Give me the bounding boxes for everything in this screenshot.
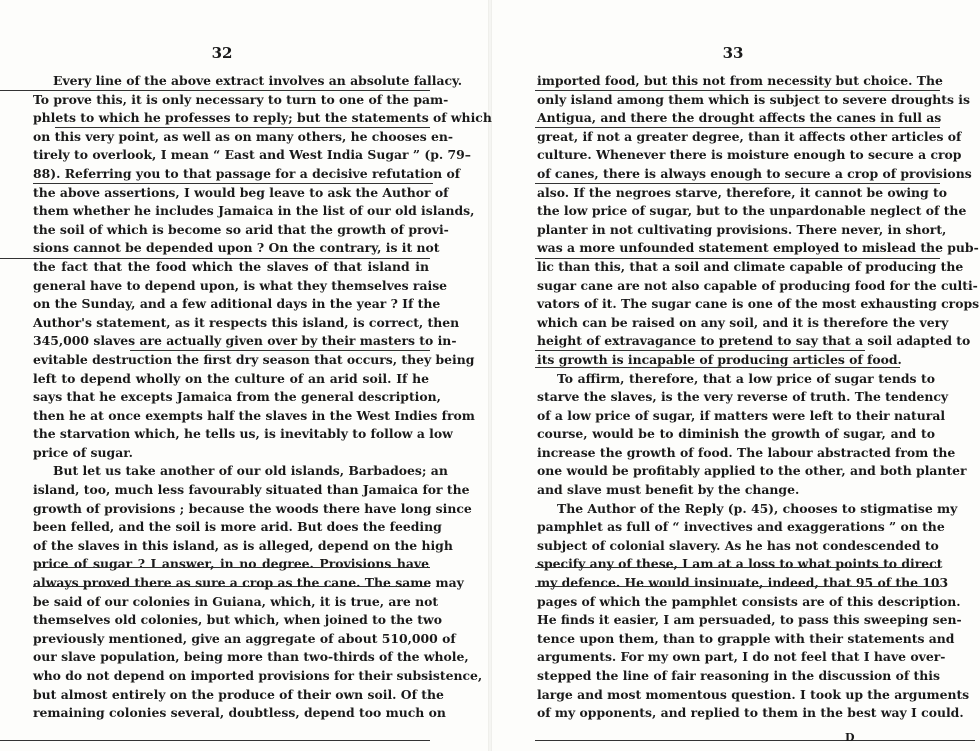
text-line: only island among them which is subject to severe droughts is	[537, 91, 970, 107]
text-line: pamphlet as full of “ invectives and exaggerations ” on the	[537, 519, 945, 535]
underline-rule	[230, 90, 430, 91]
text-line: To prove this, it is only necessary to turn to one of the pam-	[33, 91, 449, 107]
text-line: But let us take another of our old islands, Barbadoes; an	[53, 463, 448, 479]
text-line: on the Sunday, and a few aditional days in the year ? If the	[33, 296, 441, 312]
underline-rule	[535, 740, 975, 741]
text-line: be said of our colonies in Guiana, which, it is true, are not	[33, 593, 439, 609]
text-line: been felled, and the soil is more arid. But does the feeding	[33, 519, 442, 535]
underline-rule	[535, 127, 940, 128]
text-line: on this very point, as well as on many others, he chooses en-	[33, 128, 454, 144]
text-line: specify any of these, I am at a loss to what points to direct	[537, 556, 943, 572]
text-line: imported food, but this not from necessity but choice. The	[537, 73, 943, 88]
underline-rule	[535, 90, 940, 91]
text-line: then he at once exempts half the slaves in the West Indies from	[33, 407, 475, 423]
text-line: of my opponents, and replied to them in the best way I could.	[537, 705, 964, 721]
text-line: vators of it. The sugar cane is one of the most exhausting crops	[537, 296, 980, 312]
text-line: the above assertions, I would beg leave to ask the Author of	[33, 184, 449, 200]
left-page-text	[33, 72, 492, 723]
text-line: the fact that the food which the slaves of that island in	[33, 258, 429, 274]
text-line: increase the growth of food. The labour abstracted from the	[537, 444, 956, 460]
underline-rule	[0, 258, 230, 259]
text-line: arguments. For my own part, I do not feel that I have over-	[537, 649, 946, 665]
text-line: Author's statement, as it respects this island, is correct, then	[33, 314, 460, 330]
underline-rule	[33, 183, 433, 184]
text-line: the low price of sugar, but to the unpardonable neglect of the	[537, 203, 967, 219]
text-line: planter in not cultivating provisions. There never, in short,	[537, 221, 947, 237]
right-page-text	[537, 72, 980, 723]
text-line: general have to depend upon, is what they themselves raise	[33, 277, 448, 293]
text-line: previously mentioned, give an aggregate of about 510,000 of	[33, 630, 456, 646]
text-line: says that he excepts Jamaica from the general description,	[33, 389, 441, 405]
text-line: them whether he includes Jamaica in the list of our old islands,	[33, 203, 475, 219]
text-line: its growth is incapable of producing articles of food.	[537, 351, 902, 367]
text-line: lic than this, that a soil and climate capable of producing the	[537, 258, 964, 274]
text-line: To affirm, therefore, that a low price of sugar tends to	[557, 370, 935, 386]
text-line: Antigua, and there the drought affects the canes in full as	[537, 110, 942, 126]
text-line: stepped the line of fair reasoning in the discussion of this	[537, 668, 940, 683]
text-line: also. If the negroes starve, therefore, it cannot be owing to	[537, 184, 948, 200]
underline-rule	[535, 367, 900, 368]
text-line: He finds it easier, I am persuaded, to pass this sweeping sen-	[537, 612, 962, 628]
text-line: starve the slaves, is the very reverse of truth. The tendency	[537, 389, 949, 405]
text-line: of the slaves in this island, as is alleged, depend on the high	[33, 537, 453, 553]
text-line: sugar cane are not also capable of producing food for the culti-	[537, 277, 978, 293]
text-line: growth of provisions ; because the woods there have long since	[33, 500, 472, 516]
text-line: but almost entirely on the produce of their own soil. Of the	[33, 686, 444, 702]
text-line: phlets to which he professes to reply; but the statements of which	[33, 110, 492, 126]
text-line: tence upon them, than to grapple with their statements and	[537, 630, 955, 646]
right-page	[490, 0, 980, 751]
text-line: price of sugar ? I answer, in no degree. Provisions have	[33, 556, 429, 572]
text-line: our slave population, being more than two-thirds of the whole,	[33, 649, 469, 665]
text-line: my defence. He would insinuate, indeed, that 95 of the 103	[537, 575, 949, 591]
right-page-number: 33	[722, 44, 744, 62]
text-line: the starvation which, he tells us, is inevitably to follow a low	[33, 426, 453, 442]
text-line: tirely to overlook, I mean “ East and West India Sugar ” (p. 79–	[33, 147, 471, 163]
underline-rule	[535, 567, 940, 568]
text-line: sions cannot be depended upon ? On the contrary, is it not	[33, 240, 440, 256]
underline-rule	[535, 586, 940, 587]
text-line: price of sugar.	[33, 444, 133, 460]
text-line: pages of which the pamphlet consists are of this description.	[537, 593, 961, 609]
text-line: which can be raised on any soil, and it is therefore the very	[537, 314, 949, 330]
text-line: and slave must benefit by the change.	[537, 482, 800, 498]
text-line: of canes, there is always enough to secure a crop of provisions	[537, 165, 972, 181]
underline-rule	[0, 740, 430, 741]
text-line: of a low price of sugar, if matters were left to their natural	[537, 407, 946, 423]
underline-rule	[535, 350, 865, 351]
text-line: 88). Referring you to that passage for a decisive refutation of	[33, 165, 461, 181]
underline-rule	[230, 258, 430, 259]
underline-rule	[535, 183, 940, 184]
text-line: always proved there as sure a crop as the cane. The same may	[33, 575, 464, 591]
underline-rule	[130, 350, 430, 351]
text-line: one would be profitably applied to the other, and both planter	[537, 463, 967, 479]
underline-rule	[535, 258, 940, 259]
text-line: culture. Whenever there is moisture enough to secure a crop	[537, 147, 962, 163]
underline-rule	[33, 586, 430, 587]
left-page-number: 32	[211, 44, 233, 62]
text-line: themselves old colonies, but which, when joined to the two	[33, 612, 442, 628]
underline-rule	[0, 90, 230, 91]
text-line: left to depend wholly on the culture of an arid soil. If he	[33, 370, 429, 386]
text-line: large and most momentous question. I took up the arguments	[537, 686, 970, 702]
text-line: height of extravagance to pretend to say that a soil adapted to	[537, 333, 971, 349]
text-line: course, would be to diminish the growth of sugar, and to	[537, 426, 935, 442]
text-line: was a more unfounded statement employed to mislead the pub-	[537, 240, 979, 256]
underline-rule	[55, 127, 430, 128]
underline-rule	[40, 567, 430, 568]
text-line: Every line of the above extract involves an absolute fallacy.	[53, 73, 463, 88]
text-line: evitable destruction the first dry season that occurs, they being	[33, 351, 475, 367]
text-line: island, too, much less favourably situated than Jamaica for the	[33, 482, 470, 498]
text-line: great, if not a greater degree, than it affects other articles of	[537, 128, 962, 144]
text-line: The Author of the Reply (p. 45), chooses to stigmatise my	[557, 500, 958, 516]
text-line: subject of colonial slavery. As he has not condescended to	[537, 537, 939, 553]
text-line: remaining colonies several, doubtless, depend too much on	[33, 705, 446, 721]
text-line: 345,000 slaves are actually given over by their masters to in-	[33, 333, 457, 349]
signature-mark: D	[845, 731, 855, 744]
text-line: the soil of which is become so arid that the growth of provi-	[33, 221, 449, 237]
text-line: who do not depend on imported provisions for their subsistence,	[33, 668, 483, 683]
